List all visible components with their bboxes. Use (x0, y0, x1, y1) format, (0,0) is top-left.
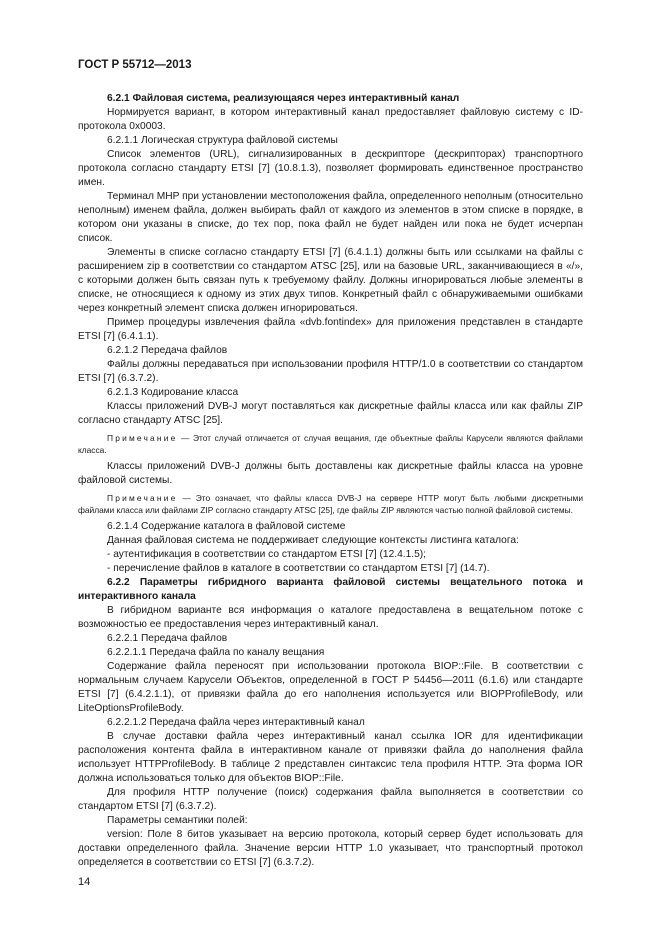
document-body (78, 92, 583, 870)
section-heading-6-2-2: 6.2.2 Параметры гибридного варианта файловой системы вещательного потока и интерактивного канала (78, 577, 583, 602)
note (78, 492, 583, 516)
note-label: Примечание (107, 493, 178, 503)
paragraph: Файлы должны передаваться при использовании профиля HTTP/1.0 в соответствии со стандартом ETSI [7] (6.3.7.2). (78, 359, 583, 384)
paragraph: Элементы в списке согласно стандарту ETSI [7] (6.4.1.1) должны быть или ссылками на файлы с расширением zip в соответствии со стандартом ATSC [25], или на базовые URL, заканчивающиеся в «/», с которыми должен быть связан путь к требуемому файлу. Должны игнорироваться любые элементы в списке, не относящиеся к одному из этих двух типов. Конкретный файл с обнаруживаемыми ошибками через конкретный элемент списка должен игнорироваться. (78, 247, 583, 314)
note-text: — Этот случай отличается от случая вещания, где объектные файлы Карусели являются файлами класса. (78, 433, 583, 455)
subsection-heading: 6.2.2.1.1 Передача файла по каналу вещания (107, 647, 325, 658)
paragraph: Содержание файла переносят при использовании протокола BIOP::File. В соответствии с нормальным случаем Карусели Объектов, определенной в ГОСТ Р 54456—2011 (6.1.6) или стандарте ETSI [7] (6.4.2.1.1), от привязки файла до его наполнения используется или BIOPProfileBody, или LiteOptionsProfileBody. (78, 661, 583, 714)
paragraph: Для профиля HTTP получение (поиск) содержания файла выполняется в соответствии со стандартом ETSI [7] (6.3.7.2). (78, 787, 583, 812)
paragraph: Нормируется вариант, в котором интерактивный канал предоставляет файловую систему с ID-протокола 0x0003. (78, 107, 583, 132)
paragraph: В случае доставки файла через интерактивный канал ссылка IOR для идентификации расположения контента файла в интерактивном канале от привязки файла до наполнения файла использует HTTPProfileBody. В таблице 2 представлен синтаксис тела профиля HTTP. Эта форма IOR должна использоваться только для объектов BIOP::File. (78, 731, 583, 784)
subsection-heading: 6.2.1.2 Передача файлов (107, 345, 228, 356)
paragraph: Классы приложений DVB-J должны быть доставлены как дискретные файлы класса на уровне файловой системы. (78, 461, 583, 486)
paragraph: Пример процедуры извлечения файла «dvb.fontindex» для приложения представлен в стандарте ETSI [7] (6.4.1.1). (78, 317, 583, 342)
note (78, 432, 583, 456)
subsection-heading: 6.2.1.1 Логическая структура файловой системы (107, 135, 338, 146)
standard-header: ГОСТ Р 55712—2013 (78, 59, 192, 71)
paragraph: Терминал MHP при установлении местоположения файла, определенного неполным (относительно неполным) именем файла, должен выбирать файл от каждого из элементов в этом списке в порядке, в котором они указаны в списке, до тех пор, пока файл не будет найден или пока не будет исчерпан список. (78, 191, 583, 244)
section-heading-6-2-1: 6.2.1 Файловая система, реализующаяся через интерактивный канал (107, 93, 460, 104)
subsection-heading: 6.2.1.3 Кодирование класса (107, 387, 239, 398)
subsection-heading: 6.2.2.1 Передача файлов (107, 633, 228, 644)
list-item: - перечисление файлов в каталоге в соответствии со стандартом ETSI [7] (14.7). (107, 563, 490, 574)
list-item: - аутентификация в соответствии со стандартом ETSI [7] (12.4.1.5); (107, 549, 426, 560)
note-text: — Это означает, что файлы класса DVB-J на сервере HTTP могут быть любыми дискретными файлами класса или файлами ZIP согласно стандарту ATSC [25], где файлы ZIP являются частью полной файловой системы. (78, 493, 583, 515)
paragraph: Список элементов (URL), сигнализированных в дескрипторе (дескрипторах) транспортного протокола согласно стандарту ETSI [7] (10.8.1.3), позволяет формировать единственное пространство имен. (78, 149, 583, 188)
note-label: Примечание (107, 433, 178, 443)
paragraph: Классы приложений DVB-J могут поставляться как дискретные файлы класса или как файлы ZIP согласно стандарту ATSC [25]. (78, 401, 583, 426)
subsection-heading: 6.2.2.1.2 Передача файла через интерактивный канал (107, 717, 365, 728)
paragraph: Данная файловая система не поддерживает следующие контексты листинга каталога: (107, 535, 519, 546)
paragraph: version: Поле 8 битов указывает на версию протокола, который сервер будет использовать для доставки определенного файла. Значение версии HTTP 1.0 указывает, что транспортный протокол определяется в соответствии со ETSI [7] (6.3.7.2). (78, 829, 583, 868)
subsection-heading: 6.2.1.4 Содержание каталога в файловой системе (107, 521, 346, 532)
paragraph: В гибридном варианте вся информация о каталоге предоставлена в вещательном потоке с возможностью ее предоставления через интерактивный канал. (78, 605, 583, 630)
page-number: 14 (78, 876, 91, 888)
paragraph: Параметры семантики полей: (107, 815, 248, 826)
